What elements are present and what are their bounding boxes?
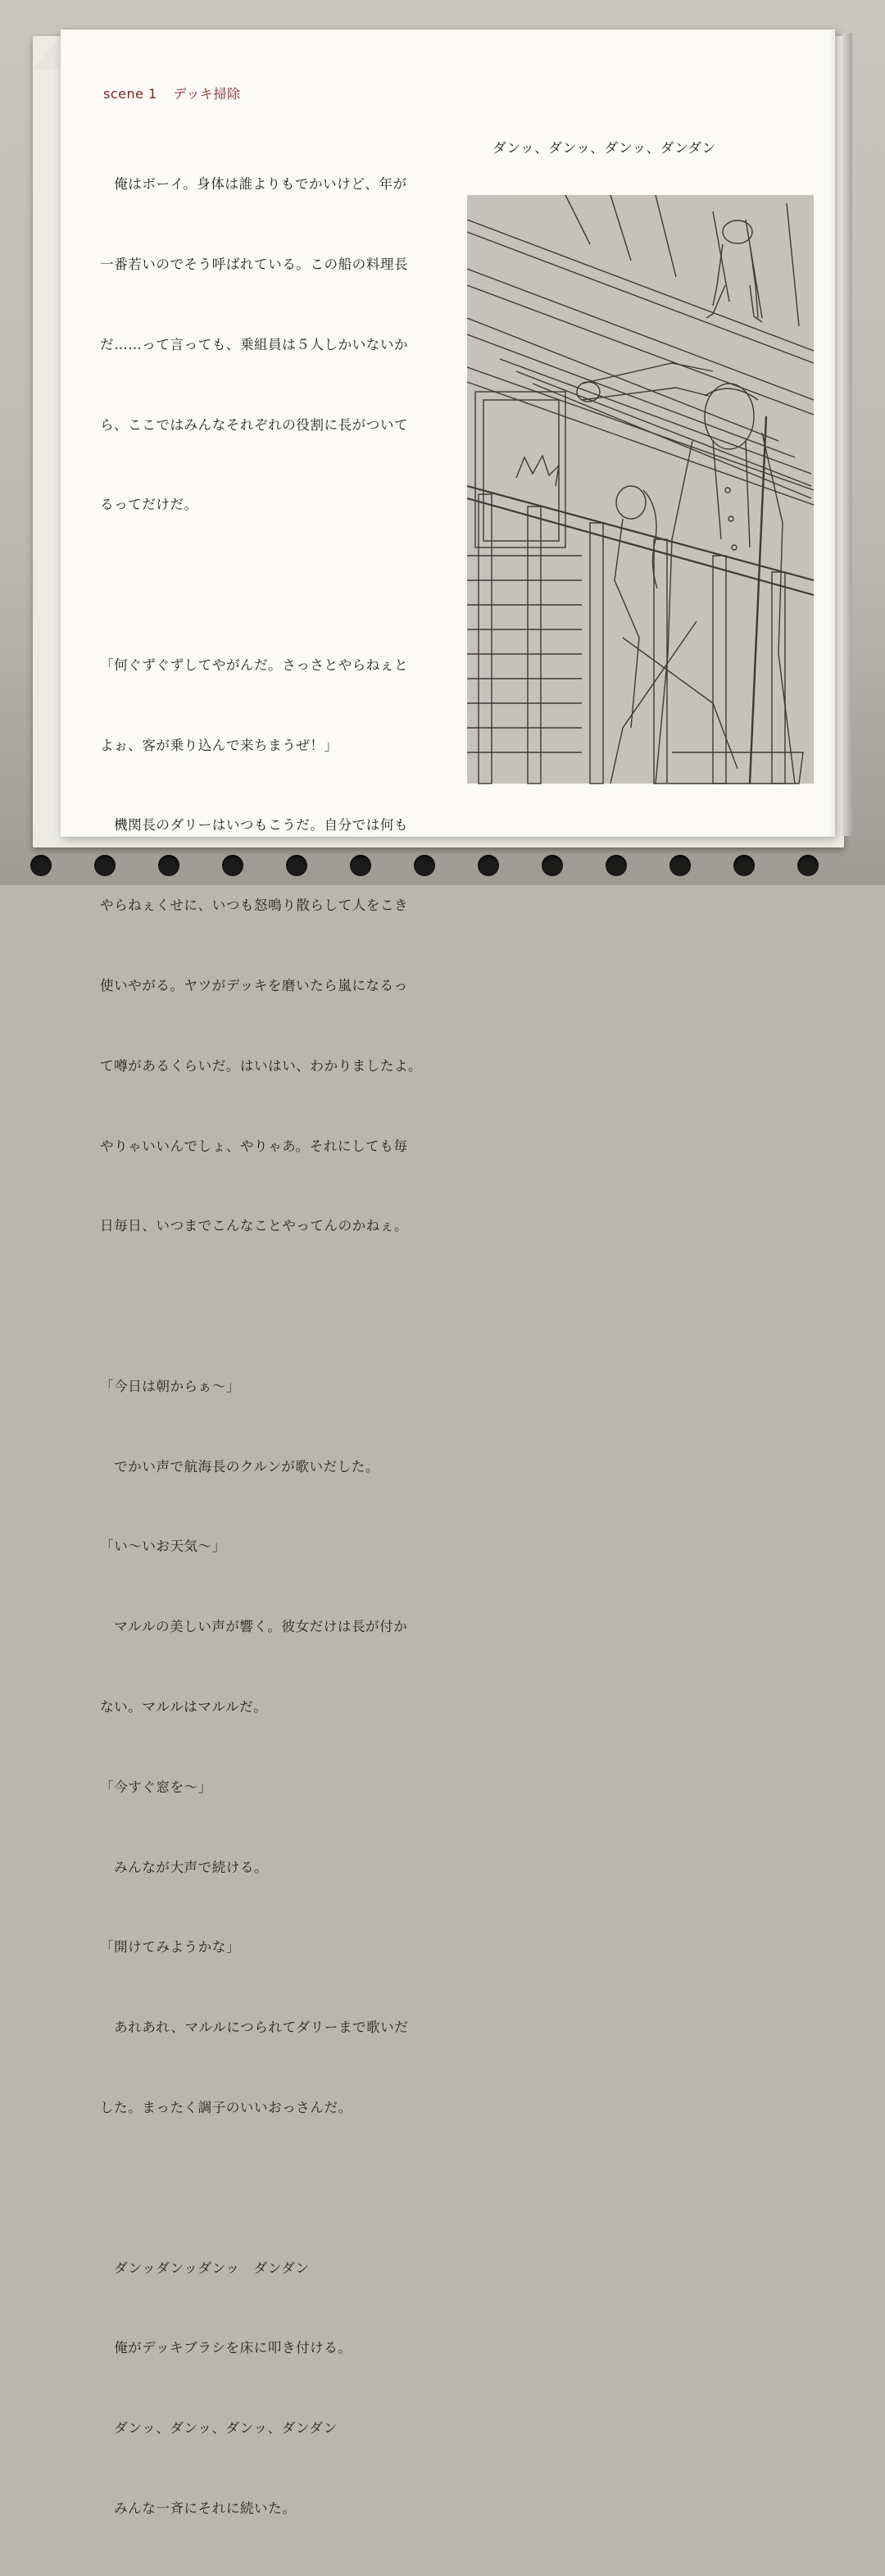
scene-number: scene 1	[103, 86, 157, 102]
text-line: ら、ここではみんなそれぞれの役割に長がついて	[100, 416, 409, 433]
girl-head	[616, 486, 646, 519]
text-line: ダンッ、ダンッ、ダンッ、ダンダン	[100, 2420, 338, 2437]
text-line: あれあれ、マルルにつられてダリーまで歌いだ	[100, 2019, 409, 2036]
text-line: て噂があるくらいだ。はいはい、わかりましたよ。	[100, 1057, 423, 1074]
book-page	[61, 30, 835, 2516]
beam	[467, 232, 814, 363]
text-line: やりゃいいんでしょ、やりゃあ。それにしても毎	[100, 1138, 408, 1154]
text-line: 俺はボーイ。身体は誰よりもでかいけど、年が	[100, 176, 407, 193]
text-line: でかい声で航海長のクルンが歌いだした。	[100, 1458, 379, 1474]
text-line: 「開けてみようかな」	[100, 1939, 240, 1956]
beam	[467, 334, 795, 457]
paragraph-gap	[100, 2175, 444, 2202]
boy-body	[656, 441, 692, 784]
deck-brush-handle	[750, 416, 766, 784]
character-hair	[516, 456, 559, 486]
scene-title: デッキ掃除	[173, 86, 241, 102]
peg-hole	[478, 855, 499, 876]
rail-post	[479, 494, 492, 784]
text-line: 俺がデッキブラシを床に叩き付ける。	[100, 2340, 352, 2356]
text-line: 一番若いのでそう呼ばれている。この船の料理長	[100, 256, 409, 272]
beam	[467, 269, 814, 400]
paragraph-gap	[100, 572, 444, 599]
peg-hole	[542, 855, 563, 876]
paragraph-gap	[100, 1293, 444, 1320]
text-line: 日毎日、いつまでこんなことやってんのかねぇ。	[100, 1218, 409, 1234]
page-edge	[842, 33, 852, 836]
rail-post	[528, 507, 541, 784]
rail-post	[590, 523, 603, 784]
text-line: ない。マルルはマルルだ。	[100, 1699, 268, 1715]
text-line: みんなが大声で続ける。	[100, 1859, 269, 1875]
peg-hole	[797, 855, 819, 876]
beam	[467, 285, 814, 415]
scene-heading	[103, 84, 241, 102]
text-line: みんな一斉にそれに続いた。	[100, 2500, 297, 2516]
text-line: 「い〜いお天気〜」	[100, 1538, 226, 1555]
left-text-column	[100, 118, 444, 2576]
text-line: 使いやがる。ヤツがデッキを磨いたら嵐になるっ	[100, 978, 408, 993]
deck-brush-head	[668, 752, 803, 784]
text-line: 「何ぐずぐずしてやがんだ。さっさとやらねぇと	[100, 656, 409, 673]
text-line: よぉ、客が乗り込んで来ちまうぜ！」	[100, 737, 338, 753]
text-line: 「今日は朝からぁ〜」	[100, 1378, 240, 1394]
peg-hole	[733, 855, 755, 876]
boy-arm	[582, 363, 713, 384]
rail-post	[713, 556, 726, 784]
text-line: ダンッ、ダンッ、ダンッ、ダンダン	[479, 140, 716, 157]
deck-illustration	[467, 195, 814, 784]
text-line: マルルの美しい声が響く。彼女だけは長が付か	[100, 1619, 408, 1635]
cabin-window	[475, 392, 565, 547]
text-line: だ……って言っても、乗組員は５人しかいないか	[100, 336, 409, 352]
text-line: した。まったく調子のいいおっさんだ。	[100, 2099, 352, 2115]
illustration-drawing	[467, 195, 814, 784]
text-line: 「今すぐ窓を〜」	[100, 1779, 212, 1795]
peg-hole	[669, 855, 691, 876]
text-line: ダンッダンッダンッ ダンダン	[100, 2260, 310, 2276]
peg-hole	[606, 855, 627, 876]
peg-hole	[30, 855, 52, 876]
text-line: やらねぇくせに、いつも怒鳴り散らして人をこき	[100, 897, 409, 914]
text-line: るってだけだ。	[100, 497, 198, 513]
text-line: 機関長のダリーはいつもこうだ。自分では何も	[100, 817, 409, 834]
beam	[467, 220, 814, 351]
